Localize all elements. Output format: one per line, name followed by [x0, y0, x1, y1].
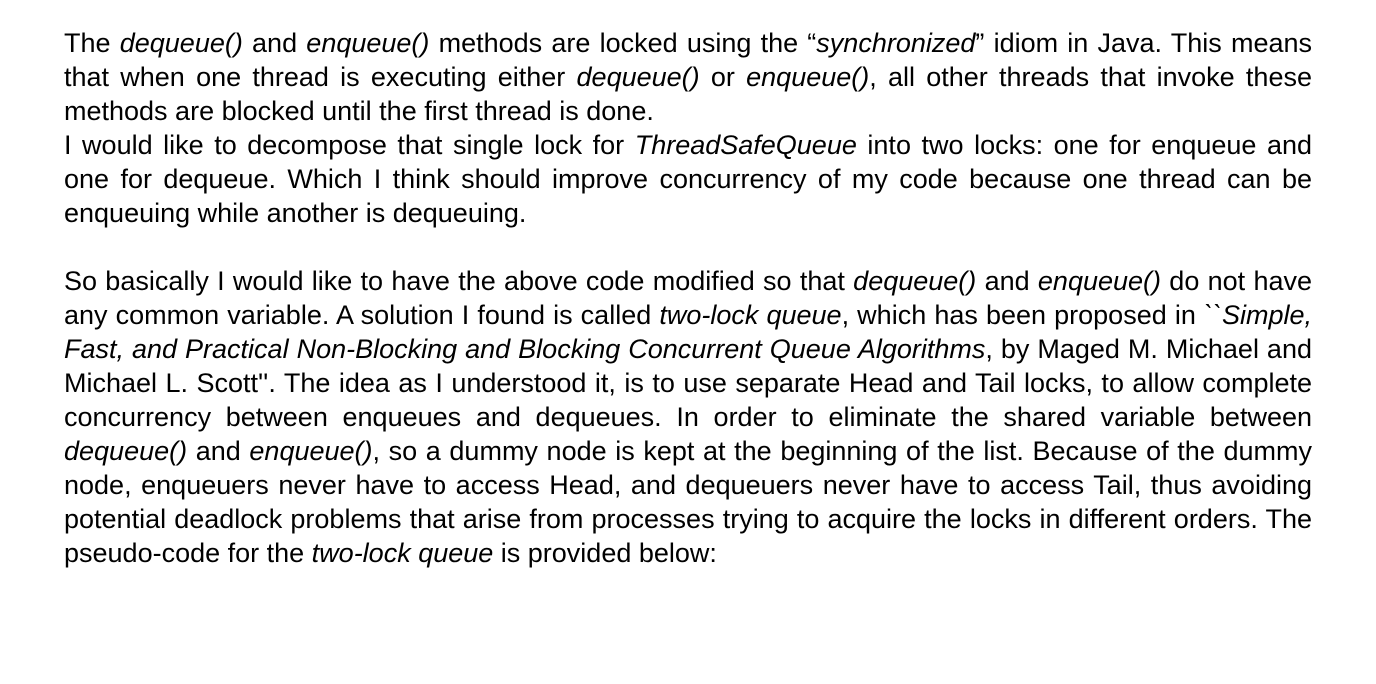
- text-run: methods are locked using the “: [429, 28, 817, 58]
- text-run: do not have any common variable. A solution I found is called: [64, 266, 1312, 330]
- method-name-enqueue: enqueue(): [746, 62, 870, 92]
- text-run: , which has been proposed in: [841, 300, 1204, 330]
- method-name-dequeue: dequeue(): [576, 62, 700, 92]
- text-run: I would like to decompose that single lock for: [64, 130, 635, 160]
- paragraph-two-locks: [64, 128, 1312, 230]
- paper-title: ``Simple, Fast, and Practical Non-Blocking and Blocking Concurrent Queue Algorithms: [64, 300, 1312, 364]
- term-two-lock-queue: two-lock queue: [311, 538, 494, 568]
- paragraph-synchronized: [64, 26, 1312, 128]
- text-run: So basically I would like to have the above code modified so that: [64, 266, 854, 296]
- text-run: The: [64, 28, 120, 58]
- text-run: and: [976, 266, 1038, 296]
- class-name-threadsafequeue: ThreadSafeQueue: [634, 130, 857, 160]
- method-name-dequeue: dequeue(): [853, 266, 977, 296]
- paragraph-two-lock-queue: [64, 264, 1312, 570]
- keyword-synchronized: synchronized: [816, 28, 976, 58]
- method-name-dequeue: dequeue(): [119, 28, 243, 58]
- document-page: [64, 26, 1312, 570]
- method-name-dequeue: dequeue(): [64, 436, 188, 466]
- method-name-enqueue: enqueue(): [1037, 266, 1162, 296]
- text-run: or: [699, 62, 747, 92]
- text-run: and: [187, 436, 250, 466]
- text-run: ” idiom in Java. This means that when one thread is executing either: [64, 28, 1312, 92]
- text-run: , so a dummy node is kept at the beginning of the list. Because of the dummy node, enqueuers never have to access Head, and dequeuers never have to access Tail, thus avoiding potential deadlock problems that arise from processes trying to acquire the locks in different orders. The pseudo-code for the: [64, 436, 1312, 568]
- term-two-lock-queue: two-lock queue: [659, 300, 842, 330]
- method-name-enqueue: enqueue(): [249, 436, 373, 466]
- text-run: is provided below:: [493, 538, 717, 568]
- text-run: , all other threads that invoke these methods are blocked until the first thread is done.: [64, 62, 1312, 126]
- text-run: , by Maged M. Michael and Michael L. Scott''. The idea as I understood it, is to use separate Head and Tail locks, to allow complete concurrency between enqueues and dequeues. In order to eliminate the shared variable between: [64, 334, 1312, 432]
- text-run: and: [242, 28, 307, 58]
- method-name-enqueue: enqueue(): [306, 28, 430, 58]
- text-run: into two locks: one for enqueue and one for dequeue. Which I think should improve concurrency of my code because one thread can be enqueuing while another is dequeuing.: [64, 130, 1312, 228]
